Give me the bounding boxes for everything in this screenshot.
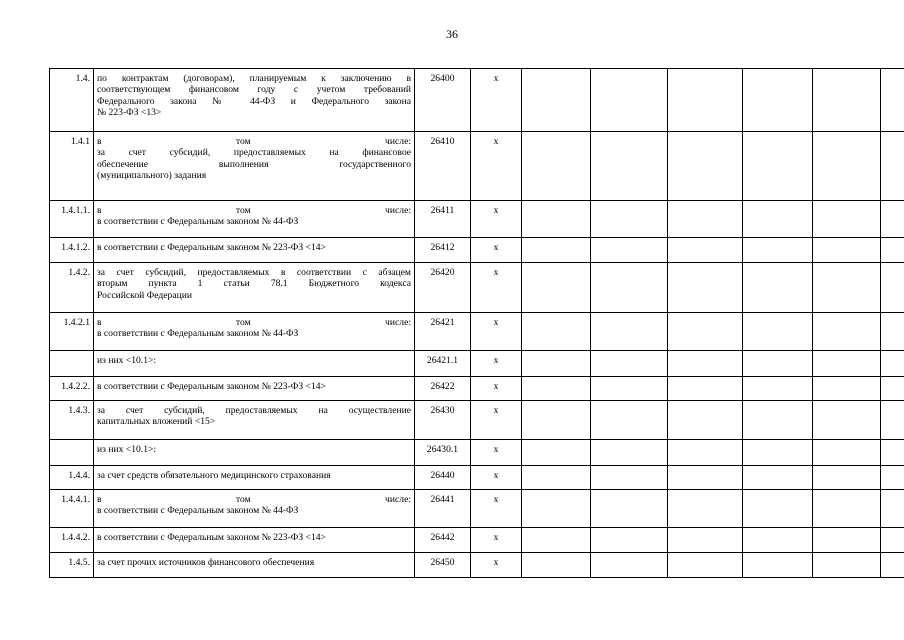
empty-cell [881, 440, 904, 466]
empty-cell [881, 238, 904, 263]
row-code: 1.4.1.2. [50, 238, 94, 263]
row-description [94, 69, 415, 132]
empty-cell [522, 69, 591, 132]
empty-cell [591, 69, 668, 132]
row-mark: x [471, 466, 522, 490]
description-line: капитальных вложений <15> [97, 416, 216, 428]
row-description [94, 553, 415, 578]
description-line: в том числе: [97, 136, 411, 147]
empty-cell [591, 528, 668, 553]
empty-cell [881, 263, 904, 313]
empty-cell [668, 201, 743, 238]
empty-cell [743, 313, 813, 351]
description-line: за счет прочих источников финансового обеспечения [97, 557, 315, 568]
description-line: Федерального закона № 44-ФЗ и Федерального закона [97, 95, 411, 107]
row-mark: x [471, 528, 522, 553]
empty-cell [668, 69, 743, 132]
table-row [50, 490, 904, 528]
row-line-code: 26412 [415, 238, 471, 263]
row-mark: x [471, 263, 522, 313]
row-code: 1.4.1 [50, 132, 94, 201]
row-line-code: 26430.1 [415, 440, 471, 466]
row-mark: x [471, 201, 522, 238]
row-line-code: 26410 [415, 132, 471, 201]
empty-cell [591, 377, 668, 401]
empty-cell [591, 490, 668, 528]
empty-cell [522, 440, 591, 466]
description-line: за счет субсидий, предоставляемых на финансовое [97, 147, 411, 159]
empty-cell [668, 377, 743, 401]
empty-cell [522, 201, 591, 238]
row-line-code: 26420 [415, 263, 471, 313]
table-row [50, 263, 904, 313]
description-line: в том числе: [97, 205, 411, 216]
row-description [94, 313, 415, 351]
empty-cell [813, 69, 881, 132]
description-line: в соответствии с Федеральным законом № 223-ФЗ <14> [97, 381, 326, 392]
empty-cell [881, 528, 904, 553]
empty-cell [522, 553, 591, 578]
empty-cell [881, 466, 904, 490]
row-line-code: 26450 [415, 553, 471, 578]
empty-cell [881, 401, 904, 440]
description-line: по контрактам (договорам), планируемым к заключению в [97, 73, 411, 84]
table-row [50, 401, 904, 440]
table-row [50, 351, 904, 377]
row-description [94, 263, 415, 313]
empty-cell [881, 201, 904, 238]
table-row [50, 201, 904, 238]
report-table [49, 68, 904, 578]
description-line: № 223-ФЗ <13> [97, 107, 162, 119]
table-row [50, 528, 904, 553]
empty-cell [591, 351, 668, 377]
table-row [50, 440, 904, 466]
empty-cell [522, 377, 591, 401]
empty-cell [668, 528, 743, 553]
row-line-code: 26421 [415, 313, 471, 351]
empty-cell [522, 238, 591, 263]
description-line: обеспечение выполнения государственного [97, 158, 411, 170]
row-mark: x [471, 351, 522, 377]
empty-cell [813, 201, 881, 238]
empty-cell [881, 490, 904, 528]
empty-cell [743, 401, 813, 440]
row-code: 1.4.2.2. [50, 377, 94, 401]
table-row [50, 466, 904, 490]
row-description [94, 377, 415, 401]
empty-cell [881, 313, 904, 351]
empty-cell [522, 263, 591, 313]
empty-cell [668, 401, 743, 440]
row-line-code: 26421.1 [415, 351, 471, 377]
row-code: 1.4.4. [50, 466, 94, 490]
empty-cell [668, 466, 743, 490]
description-line: в том числе: [97, 317, 411, 328]
empty-cell [591, 238, 668, 263]
description-line: в соответствии с Федеральным законом № 44-ФЗ [97, 505, 299, 517]
row-mark: x [471, 238, 522, 263]
row-line-code: 26411 [415, 201, 471, 238]
row-mark: x [471, 490, 522, 528]
empty-cell [668, 490, 743, 528]
empty-cell [881, 132, 904, 201]
table-row [50, 238, 904, 263]
empty-cell [591, 201, 668, 238]
empty-cell [813, 351, 881, 377]
empty-cell [743, 377, 813, 401]
description-line: Российской Федерации [97, 289, 192, 301]
row-line-code: 26441 [415, 490, 471, 528]
empty-cell [743, 440, 813, 466]
description-line: за счет субсидий, предоставляемых в соответствии с абзацем [97, 267, 411, 278]
description-line: в том числе: [97, 494, 411, 505]
empty-cell [881, 351, 904, 377]
empty-cell [591, 132, 668, 201]
row-description [94, 201, 415, 238]
empty-cell [668, 132, 743, 201]
empty-cell [743, 528, 813, 553]
table-body [50, 69, 904, 578]
row-description [94, 528, 415, 553]
empty-cell [522, 528, 591, 553]
empty-cell [813, 377, 881, 401]
row-code: 1.4.5. [50, 553, 94, 578]
empty-cell [591, 440, 668, 466]
empty-cell [881, 69, 904, 132]
empty-cell [668, 263, 743, 313]
empty-cell [591, 313, 668, 351]
empty-cell [813, 238, 881, 263]
table-row [50, 313, 904, 351]
empty-cell [591, 401, 668, 440]
empty-cell [522, 351, 591, 377]
row-description [94, 401, 415, 440]
description-line: из них <10.1>: [97, 444, 157, 455]
description-line: из них <10.1>: [97, 355, 157, 366]
row-code [50, 440, 94, 466]
row-line-code: 26442 [415, 528, 471, 553]
empty-cell [591, 553, 668, 578]
empty-cell [813, 313, 881, 351]
row-description [94, 351, 415, 377]
table-row [50, 69, 904, 132]
row-description [94, 466, 415, 490]
empty-cell [522, 132, 591, 201]
description-line: в соответствии с Федеральным законом № 223-ФЗ <14> [97, 242, 326, 253]
empty-cell [813, 263, 881, 313]
table-row [50, 132, 904, 201]
row-description [94, 490, 415, 528]
empty-cell [522, 490, 591, 528]
empty-cell [743, 553, 813, 578]
empty-cell [522, 401, 591, 440]
row-code: 1.4. [50, 69, 94, 132]
description-line: соответствующем финансовом году с учетом требований [97, 84, 411, 96]
description-line: за счет субсидий, предоставляемых на осуществление [97, 405, 411, 416]
empty-cell [813, 466, 881, 490]
description-line: в соответствии с Федеральным законом № 223-ФЗ <14> [97, 532, 326, 543]
empty-cell [743, 351, 813, 377]
row-mark: x [471, 401, 522, 440]
empty-cell [522, 313, 591, 351]
description-line: за счет средств обязательного медицинского страхования [97, 470, 331, 481]
empty-cell [743, 263, 813, 313]
row-code: 1.4.4.2. [50, 528, 94, 553]
row-code: 1.4.2. [50, 263, 94, 313]
row-line-code: 26430 [415, 401, 471, 440]
empty-cell [743, 238, 813, 263]
empty-cell [743, 490, 813, 528]
empty-cell [813, 528, 881, 553]
empty-cell [813, 553, 881, 578]
empty-cell [668, 351, 743, 377]
empty-cell [743, 201, 813, 238]
row-code: 1.4.3. [50, 401, 94, 440]
empty-cell [813, 440, 881, 466]
empty-cell [743, 132, 813, 201]
row-code: 1.4.4.1. [50, 490, 94, 528]
row-mark: x [471, 440, 522, 466]
row-description [94, 132, 415, 201]
empty-cell [668, 313, 743, 351]
table-row [50, 553, 904, 578]
row-description [94, 440, 415, 466]
page-number: 36 [446, 27, 458, 41]
empty-cell [743, 69, 813, 132]
row-line-code: 26440 [415, 466, 471, 490]
row-mark: x [471, 69, 522, 132]
description-line: в соответствии с Федеральным законом № 44-ФЗ [97, 328, 299, 340]
empty-cell [591, 263, 668, 313]
empty-cell [813, 490, 881, 528]
row-code: 1.4.2.1 [50, 313, 94, 351]
row-mark: x [471, 377, 522, 401]
table-row [50, 377, 904, 401]
empty-cell [522, 466, 591, 490]
row-description [94, 238, 415, 263]
empty-cell [813, 132, 881, 201]
empty-cell [881, 553, 904, 578]
empty-cell [743, 466, 813, 490]
empty-cell [591, 466, 668, 490]
empty-cell [668, 553, 743, 578]
row-line-code: 26422 [415, 377, 471, 401]
empty-cell [813, 401, 881, 440]
empty-cell [668, 238, 743, 263]
row-mark: x [471, 553, 522, 578]
row-mark: x [471, 313, 522, 351]
row-code: 1.4.1.1. [50, 201, 94, 238]
row-code [50, 351, 94, 377]
description-line: вторым пункта 1 статьи 78.1 Бюджетного кодекса [97, 278, 411, 290]
description-line: в соответствии с Федеральным законом № 44-ФЗ [97, 216, 299, 228]
empty-cell [881, 377, 904, 401]
row-mark: x [471, 132, 522, 201]
description-line: (муниципального) задания [97, 170, 207, 182]
row-line-code: 26400 [415, 69, 471, 132]
empty-cell [668, 440, 743, 466]
